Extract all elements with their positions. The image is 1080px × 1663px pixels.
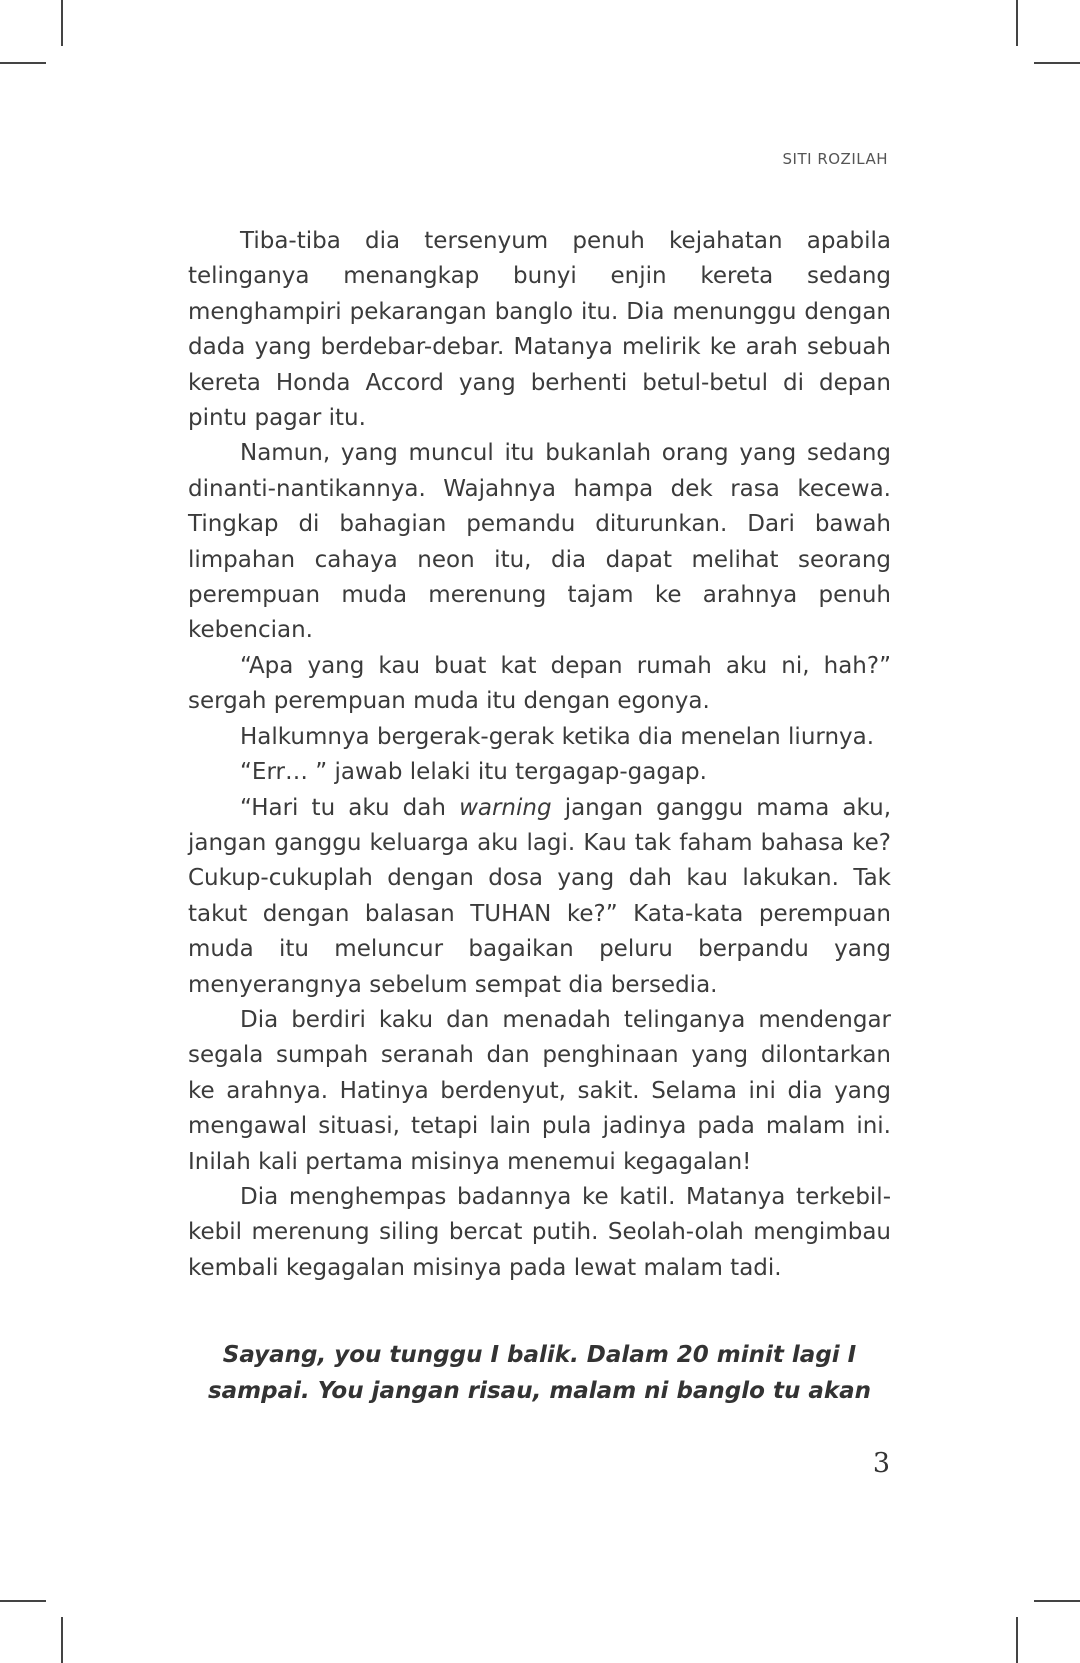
body-text (188, 224, 891, 1286)
paragraph-5: “Err… ” jawab lelaki itu tergagap-gagap. (240, 759, 707, 786)
crop-mark-top-right-horizontal (1034, 62, 1080, 64)
paragraph-7: Dia berdiri kaku dan menadah telinganya mendengar segala sumpah seranah dan penghinaan yang dilontarkan ke arahnya. Hatinya berdenyut, sakit. Selama ini dia yang mengawal situasi, tetapi lain pula jadinya pada malam ini. Inilah kali pertama misinya menemui kegagalan! (188, 1006, 891, 1175)
excerpt-line-2: sampai. You jangan risau, malam ni banglo tu akan (207, 1378, 872, 1404)
paragraph-6-after: jangan ganggu mama aku, jangan ganggu keluarga aku lagi. Kau tak faham bahasa ke? Cukup-cukuplah dengan dosa yang dah kau lakukan. Tak takut dengan balasan TUHAN ke?” Kata-kata perempuan muda itu meluncur bagaikan peluru berpandu yang menyerangnya sebelum sempat dia bersedia. (188, 794, 892, 998)
crop-mark-bottom-left-horizontal (0, 1600, 46, 1602)
italic-excerpt (188, 1337, 891, 1409)
running-head: SITI ROZILAH (782, 150, 888, 168)
crop-mark-bottom-right-horizontal (1034, 1600, 1080, 1602)
paragraph-6-italic-word: warning (459, 794, 552, 821)
page-number: 3 (872, 1448, 890, 1479)
paragraph-6 (188, 791, 891, 1003)
paragraph-3: “Apa yang kau buat kat depan rumah aku ni, hah?” sergah perempuan muda itu dengan egonya. (188, 652, 891, 715)
crop-mark-bottom-left-vertical (61, 1617, 63, 1663)
crop-mark-top-left-vertical (61, 0, 63, 46)
crop-mark-bottom-right-vertical (1016, 1617, 1018, 1663)
excerpt-line-1: Sayang, you tunggu I balik. Dalam 20 minit lagi I (222, 1342, 857, 1368)
crop-mark-top-left-horizontal (0, 62, 46, 64)
paragraph-4: Halkumnya bergerak-gerak ketika dia menelan liurnya. (240, 723, 875, 750)
paragraph-8: Dia menghempas badannya ke katil. Matanya terkebil-kebil merenung siling bercat putih. Seolah-olah mengimbau kembali kegagalan misinya pada lewat malam tadi. (188, 1183, 891, 1281)
paragraph-2: Namun, yang muncul itu bukanlah orang yang sedang dinanti-nantikannya. Wajahnya hampa dek rasa kecewa. Tingkap di bahagian pemandu diturunkan. Dari bawah limpahan cahaya neon itu, dia dapat melihat seorang perempuan muda merenung tajam ke arahnya penuh kebencian. (188, 440, 891, 644)
crop-mark-top-right-vertical (1016, 0, 1018, 46)
paragraph-1: Tiba-tiba dia tersenyum penuh kejahatan apabila telinganya menangkap bunyi enjin kereta sedang menghampiri pekarangan banglo itu. Dia menunggu dengan dada yang berdebar-debar. Matanya melirik ke arah sebuah kereta Honda Accord yang berhenti betul-betul di depan pintu pagar itu. (188, 228, 891, 432)
paragraph-6-before: “Hari tu aku dah (240, 794, 460, 821)
